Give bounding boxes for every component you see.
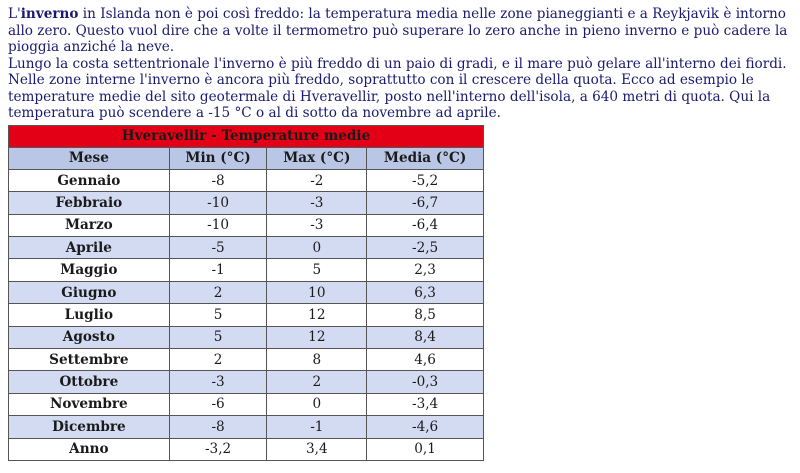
- cell-media: -0,3: [367, 371, 484, 393]
- intro-p1-prefix: L': [8, 6, 21, 22]
- table-row: [9, 349, 484, 371]
- cell-max: 2: [267, 371, 367, 393]
- cell-min: -5: [169, 237, 267, 259]
- header-media: Media (°C): [367, 147, 484, 169]
- cell-min: 2: [169, 281, 267, 303]
- table-row-annual: [9, 438, 484, 460]
- cell-min: -6: [169, 393, 267, 415]
- cell-min: -3: [169, 371, 267, 393]
- cell-min: 2: [169, 349, 267, 371]
- header-min: Min (°C): [169, 147, 267, 169]
- cell-month: Marzo: [9, 214, 170, 236]
- cell-month: Luglio: [9, 304, 170, 326]
- intro-p3: Nelle zone interne l'inverno è ancora più freddo, soprattutto con il crescere della quota. Ecco ad esempio le temperature medie del sito geotermale di Hveravellir, posto nell'interno dell'isola, a 640 metri di quota. Qui la temperatura può scendere a -15 °C o al di sotto da novembre ad aprile.: [8, 72, 771, 121]
- cell-month: Gennaio: [9, 169, 170, 191]
- table-caption: Hveravellir - Temperature medie: [9, 125, 484, 147]
- cell-month: Febbraio: [9, 192, 170, 214]
- cell-min: -10: [169, 214, 267, 236]
- table-row: [9, 304, 484, 326]
- cell-min: 5: [169, 326, 267, 348]
- cell-month: Novembre: [9, 393, 170, 415]
- table-row: [9, 192, 484, 214]
- cell-media: 8,5: [367, 304, 484, 326]
- header-max: Max (°C): [267, 147, 367, 169]
- temperature-table: [8, 125, 484, 461]
- cell-max: 3,4: [267, 438, 367, 460]
- table-row: [9, 214, 484, 236]
- cell-month: Maggio: [9, 259, 170, 281]
- table-row: [9, 237, 484, 259]
- intro-p1-rest: in Islanda non è poi così freddo: la temperatura media nelle zone pianeggianti e a Reykjavik è intorno allo zero. Questo vuol dire che a volte il termometro può superare lo zero anche in pieno inverno e può cadere la pioggia anziché la neve.: [8, 6, 788, 55]
- cell-media: -5,2: [367, 169, 484, 191]
- table-row: [9, 326, 484, 348]
- cell-min: -10: [169, 192, 267, 214]
- intro-text: [8, 6, 790, 122]
- cell-media: 4,6: [367, 349, 484, 371]
- cell-media: 6,3: [367, 281, 484, 303]
- cell-max: 12: [267, 326, 367, 348]
- table-row: [9, 259, 484, 281]
- intro-p2: Lungo la costa settentrionale l'inverno è più freddo di un paio di gradi, e il mare può gelare all'interno dei fiordi.: [8, 55, 787, 72]
- cell-max: 8: [267, 349, 367, 371]
- cell-min: -3,2: [169, 438, 267, 460]
- cell-max: -2: [267, 169, 367, 191]
- cell-min: -8: [169, 416, 267, 438]
- cell-max: -3: [267, 192, 367, 214]
- cell-media: -6,4: [367, 214, 484, 236]
- cell-month: Anno: [9, 438, 170, 460]
- cell-max: -1: [267, 416, 367, 438]
- cell-month: Dicembre: [9, 416, 170, 438]
- cell-max: 12: [267, 304, 367, 326]
- cell-min: -8: [169, 169, 267, 191]
- table-row: [9, 371, 484, 393]
- cell-max: 0: [267, 393, 367, 415]
- cell-media: -4,6: [367, 416, 484, 438]
- cell-month: Agosto: [9, 326, 170, 348]
- table-row: [9, 416, 484, 438]
- cell-month: Settembre: [9, 349, 170, 371]
- cell-month: Giugno: [9, 281, 170, 303]
- cell-media: -2,5: [367, 237, 484, 259]
- cell-media: -6,7: [367, 192, 484, 214]
- header-mese: Mese: [9, 147, 170, 169]
- cell-max: 5: [267, 259, 367, 281]
- cell-media: 0,1: [367, 438, 484, 460]
- table-row: [9, 393, 484, 415]
- table-row: [9, 169, 484, 191]
- cell-min: -1: [169, 259, 267, 281]
- cell-media: 2,3: [367, 259, 484, 281]
- cell-media: 8,4: [367, 326, 484, 348]
- cell-min: 5: [169, 304, 267, 326]
- cell-media: -3,4: [367, 393, 484, 415]
- cell-max: -3: [267, 214, 367, 236]
- intro-p1-bold: inverno: [20, 6, 79, 22]
- table-row: [9, 281, 484, 303]
- cell-max: 10: [267, 281, 367, 303]
- cell-max: 0: [267, 237, 367, 259]
- cell-month: Ottobre: [9, 371, 170, 393]
- cell-month: Aprile: [9, 237, 170, 259]
- table-header-row: [9, 147, 484, 169]
